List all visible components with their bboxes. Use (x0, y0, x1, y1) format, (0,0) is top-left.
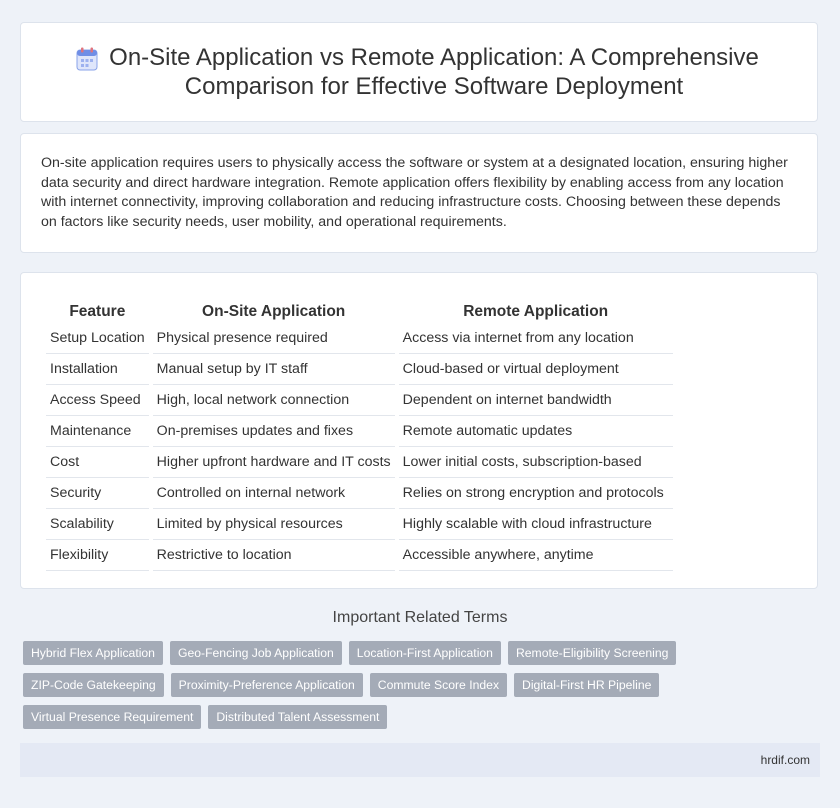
table-cell: Accessible anywhere, anytime (399, 540, 673, 571)
table-cell: Installation (46, 354, 149, 385)
column-header-remote: Remote Application (463, 303, 609, 320)
table-cell: Highly scalable with cloud infrastructure (399, 509, 673, 540)
related-term-tag[interactable]: ZIP-Code Gatekeeping (23, 673, 164, 697)
footer-site-link[interactable]: hrdif.com (760, 753, 810, 767)
table-row (46, 354, 673, 385)
table-cell: High, local network connection (153, 385, 395, 416)
table-row (46, 509, 673, 540)
page-title-line-1: On-Site Application vs Remote Application: A Comprehensive (109, 44, 759, 71)
table-row (46, 478, 673, 509)
table-row (46, 447, 673, 478)
table-cell: Setup Location (46, 323, 149, 354)
related-terms-heading: Important Related Terms (332, 609, 508, 626)
table-cell: Dependent on internet bandwidth (399, 385, 673, 416)
table-row (46, 540, 673, 571)
table-cell: Scalability (46, 509, 149, 540)
footer (20, 743, 820, 777)
related-term-tag[interactable]: Digital-First HR Pipeline (514, 673, 659, 697)
table-cell: Physical presence required (153, 323, 395, 354)
table-cell: Access via internet from any location (399, 323, 673, 354)
intro-text: On-site application requires users to physically access the software or system at a designated location, ensuring higher data security and direct hardware integration. Remote application offers flexibility by enabling access from any location with internet connectivity, improving collaboration and reducing infrastructure costs. Choosing between these depends on factors like security needs, user mobility, and operational requirements. (41, 155, 788, 230)
table-cell: Restrictive to location (153, 540, 395, 571)
table-cell: Maintenance (46, 416, 149, 447)
header-card (20, 22, 818, 122)
related-term-tag[interactable]: Location-First Application (349, 641, 501, 665)
related-terms-list (23, 641, 823, 729)
table-cell: Cloud-based or virtual deployment (399, 354, 673, 385)
related-term-tag[interactable]: Hybrid Flex Application (23, 641, 163, 665)
table-cell: Security (46, 478, 149, 509)
table-row (46, 323, 673, 354)
related-term-tag[interactable]: Virtual Presence Requirement (23, 705, 201, 729)
table-cell: Controlled on internal network (153, 478, 395, 509)
table-row (46, 416, 673, 447)
table-cell: Relies on strong encryption and protocols (399, 478, 673, 509)
table-row (46, 385, 673, 416)
table-cell: On-premises updates and fixes (153, 416, 395, 447)
table-cell: Flexibility (46, 540, 149, 571)
table-cell: Limited by physical resources (153, 509, 395, 540)
comparison-table (42, 293, 677, 571)
table-cell: Remote automatic updates (399, 416, 673, 447)
column-header-on-site: On-Site Application (202, 303, 346, 320)
page-title-line-2: Comparison for Effective Software Deployment (184, 73, 684, 100)
related-term-tag[interactable]: Proximity-Preference Application (171, 673, 363, 697)
related-term-tag[interactable]: Remote-Eligibility Screening (508, 641, 676, 665)
comparison-table-card (20, 272, 818, 589)
table-cell: Higher upfront hardware and IT costs (153, 447, 395, 478)
page-title (81, 43, 787, 101)
table-cell: Lower initial costs, subscription-based (399, 447, 673, 478)
column-header-feature: Feature (69, 303, 126, 320)
intro-card (20, 133, 818, 253)
table-cell: Access Speed (46, 385, 149, 416)
table-cell: Manual setup by IT staff (153, 354, 395, 385)
related-term-tag[interactable]: Distributed Talent Assessment (208, 705, 387, 729)
related-term-tag[interactable]: Commute Score Index (370, 673, 507, 697)
table-header-row (46, 293, 673, 323)
related-term-tag[interactable]: Geo-Fencing Job Application (170, 641, 342, 665)
table-cell: Cost (46, 447, 149, 478)
